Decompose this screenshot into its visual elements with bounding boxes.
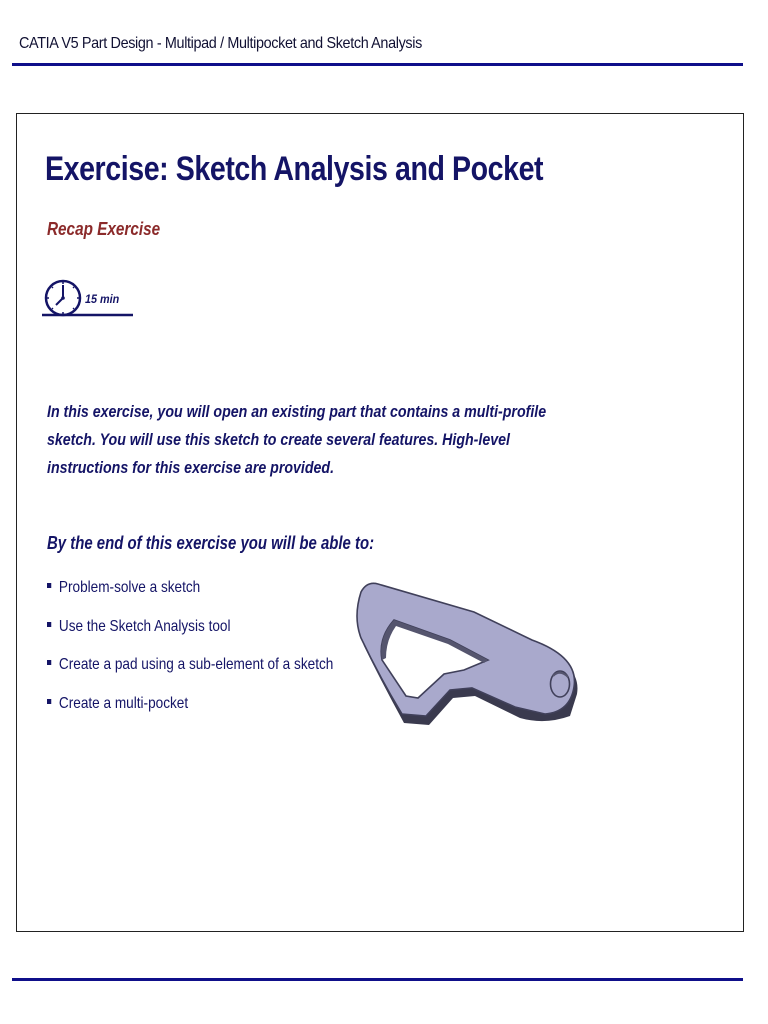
header-rule [12,63,743,66]
bullet-icon [47,660,51,665]
objective-item [47,579,200,597]
exercise-subtitle: Recap Exercise [47,219,161,239]
objective-text: Create a pad using a sub-element of a sketch [58,656,334,673]
bullet-icon [47,622,51,627]
bullet-icon [47,583,51,588]
objective-item [47,656,333,674]
header-title: CATIA V5 Part Design - Multipad / Multipocket and Sketch Analysis [19,35,422,52]
duration-label: 15 min [85,292,120,306]
intro-paragraph: In this exercise, you will open an existing part that contains a multi-profile sketch. You will use this sketch to create several features. High-level instructions for this exercise are provided. [47,403,547,477]
objective-text: Create a multi-pocket [58,695,189,712]
footer-rule [12,978,743,981]
objectives-heading: By the end of this exercise you will be able to: [47,533,375,553]
bullet-icon [47,699,51,704]
objective-text: Use the Sketch Analysis tool [58,618,231,635]
objective-item [47,618,231,636]
objective-item [47,695,188,713]
part-image [350,572,588,732]
objective-text: Problem-solve a sketch [58,579,201,596]
page-title: Exercise: Sketch Analysis and Pocket [45,150,544,188]
